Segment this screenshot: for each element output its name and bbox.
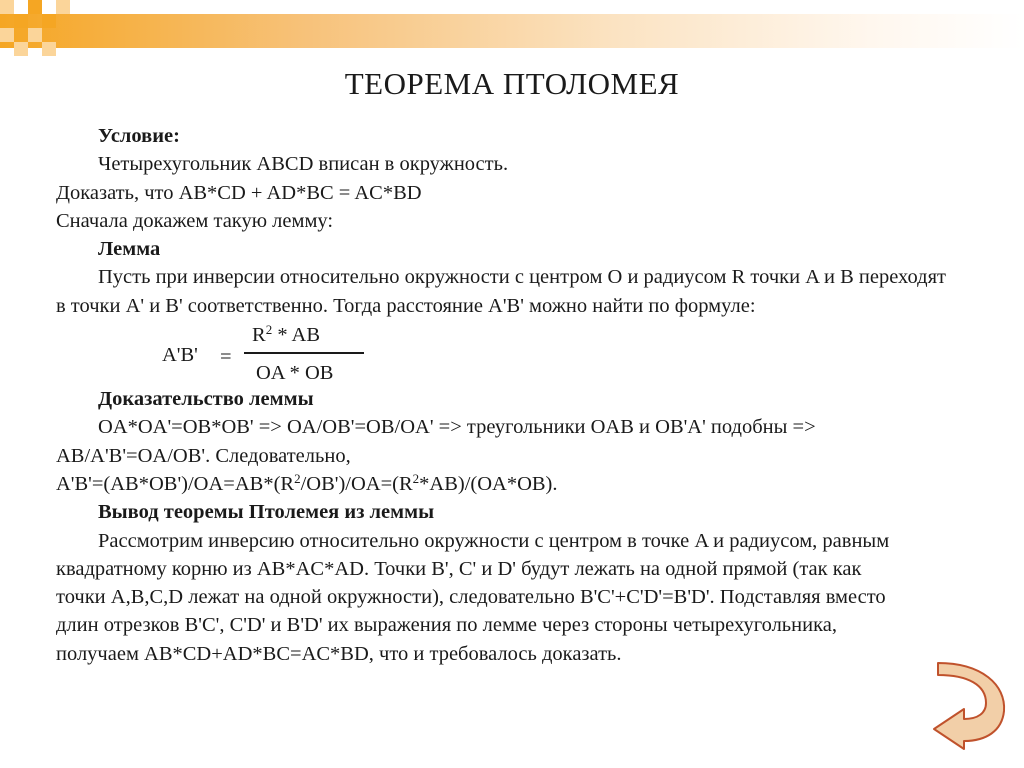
proof-exp-1: 2 <box>294 470 301 486</box>
proof-exp-2: 2 <box>412 470 420 486</box>
lemma-formula <box>56 321 956 385</box>
condition-line: Четырехугольник ABCD вписан в окружность. <box>98 153 509 176</box>
numerator-rest: * AB <box>272 324 321 347</box>
proof-part-2: /OB')/OA=(R <box>300 472 413 495</box>
numerator-r: R <box>252 324 266 347</box>
prove-line: Доказать, что AB*CD + AD*BC = AC*BD <box>56 181 422 204</box>
proof-part-1: A'B'=(AB*OB')/OA=AB*(R <box>56 472 295 495</box>
proof-heading: Доказательство леммы <box>98 388 314 411</box>
formula-numerator <box>252 321 320 349</box>
formula-equals: = <box>220 346 232 369</box>
conclusion-text: Рассмотрим инверсию относительно окружности с центром в точке A и радиусом, равным квадратному корню из AB*AC*AD. Точки B', C' и D' будут лежать на одной прямой (так как точки A,B,C,D лежат на одной окружности), следовательно B'C'+C'D'=B'D'. Подставляя вместо длин отрезков B'C', C'D' и B'D' их выражения по лемме через стороны четырехугольника, получаем AB*CD+AD*BC=AC*BD, что и требовалось доказать. <box>56 529 890 665</box>
slide-body <box>56 122 956 668</box>
lemma-text: Пусть при инверсии относительно окружности с центром O и радиусом R точки A и B переходят в точки A' и B' соответственно. Тогда расстояние A'B' можно найти по формуле: <box>56 266 946 317</box>
formula-lhs: A'B' <box>162 344 198 367</box>
proof-part-3: *AB)/(OA*OB). <box>419 472 558 495</box>
lemma-heading: Лемма <box>98 238 161 261</box>
proof-formula-line <box>56 470 956 498</box>
fraction-bar <box>244 352 364 354</box>
conclusion-heading: Вывод теоремы Птолемея из леммы <box>98 501 435 524</box>
proof-text: OA*OA'=OB*OB' => OA/OB'=OB/OA' => треугольники OAB и OB'A' подобны => AB/A'B'=OA/OB'. Следовательно, <box>56 416 816 467</box>
numerator-exponent: 2 <box>265 322 273 338</box>
page-title: ТЕОРЕМА ПТОЛОМЕЯ <box>344 66 680 101</box>
header-gradient-bar <box>0 14 1024 48</box>
back-arrow-icon[interactable] <box>930 655 1010 751</box>
formula-denominator: OA * OB <box>256 362 334 385</box>
condition-heading: Условие: <box>98 125 180 147</box>
lemma-intro: Сначала докажем такую лемму: <box>56 209 334 232</box>
